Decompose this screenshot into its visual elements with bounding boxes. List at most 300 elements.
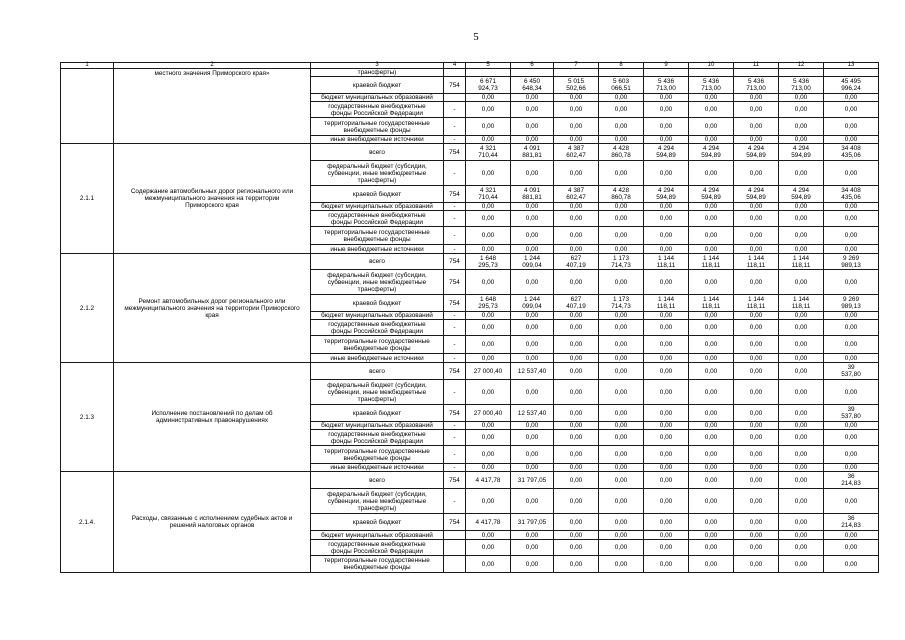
- value-cell: 0,00: [644, 118, 689, 136]
- value-cell: 0,00: [734, 136, 779, 144]
- value-cell: 0,00: [554, 161, 599, 186]
- value-cell: 0,00: [734, 405, 779, 422]
- value-cell: 0,00: [466, 540, 511, 556]
- value-cell: 0,00: [734, 161, 779, 186]
- value-cell: 0,00: [599, 489, 644, 514]
- value-cell: 0,00: [734, 540, 779, 556]
- value-cell: 6 671 924,73: [466, 77, 511, 94]
- funding-source-cell: федеральный бюджет (субсидии, субвенции, иные межбюджетные трансферты): [311, 161, 444, 186]
- value-cell: 0,00: [734, 489, 779, 514]
- value-cell: 0,00: [734, 270, 779, 295]
- code-cell: -: [444, 446, 466, 464]
- value-cell: 0,00: [644, 136, 689, 144]
- code-cell: -: [444, 464, 466, 472]
- value-cell: 0,00: [599, 363, 644, 380]
- value-cell: 0,00: [511, 203, 554, 211]
- value-cell: 0,00: [689, 489, 734, 514]
- code-cell: -: [444, 380, 466, 405]
- value-cell: 1 144 118,11: [644, 295, 689, 312]
- value-cell: 0,00: [824, 203, 879, 211]
- code-cell: -: [444, 245, 466, 254]
- value-cell: 1 648 295,73: [466, 254, 511, 270]
- value-cell: 0,00: [689, 556, 734, 573]
- value-cell: 0,00: [779, 102, 824, 118]
- value-cell: 0,00: [644, 354, 689, 363]
- value-cell: 0,00: [734, 227, 779, 245]
- value-cell: 4 294 594,89: [779, 144, 824, 161]
- value-cell: 12 537,40: [511, 363, 554, 380]
- funding-source-cell: бюджет муниципальных образований: [311, 312, 444, 320]
- value-cell: 0,00: [689, 380, 734, 405]
- value-cell: 0,00: [689, 312, 734, 320]
- value-cell: 0,00: [824, 354, 879, 363]
- item-name-cell: Содержание автомобильных дорог регионального или межмуниципального значения на территории Приморского края: [114, 144, 311, 254]
- value-cell: 6 450 648,34: [511, 77, 554, 94]
- value-cell: 0,00: [689, 136, 734, 144]
- value-cell: 0,00: [689, 203, 734, 211]
- funding-source-cell: государственные внебюджетные фонды Российской Федерации: [311, 211, 444, 227]
- code-cell: 754: [444, 77, 466, 94]
- value-cell: 0,00: [554, 556, 599, 573]
- value-cell: 1 173 714,73: [599, 254, 644, 270]
- code-cell: 754: [444, 363, 466, 380]
- item-number-cell: 2.1.3: [61, 363, 114, 472]
- code-cell: -: [444, 161, 466, 186]
- column-number-header: 2: [114, 63, 311, 69]
- value-cell: 0,00: [644, 363, 689, 380]
- value-cell: 4 428 860,78: [599, 186, 644, 203]
- value-cell: 34 408 435,06: [824, 186, 879, 203]
- funding-source-cell: трансферты): [311, 69, 444, 77]
- item-name-cell: Расходы, связанные с исполнением судебных актов и решений налоговых органов: [114, 472, 311, 573]
- value-cell: 0,00: [689, 464, 734, 472]
- code-cell: -: [444, 227, 466, 245]
- value-cell: 0,00: [734, 446, 779, 464]
- value-cell: 0,00: [779, 363, 824, 380]
- value-cell: 45 495 996,24: [824, 77, 879, 94]
- code-cell: [444, 69, 466, 77]
- value-cell: 0,00: [824, 489, 879, 514]
- funding-source-cell: федеральный бюджет (субсидии, субвенции, иные межбюджетные трансферты): [311, 270, 444, 295]
- value-cell: 0,00: [599, 354, 644, 363]
- value-cell: 0,00: [824, 464, 879, 472]
- code-cell: 754: [444, 270, 466, 295]
- value-cell: 0,00: [824, 102, 879, 118]
- value-cell: 0,00: [779, 118, 824, 136]
- item-name-cell: Ремонт автомобильных дорог регионального или межмуниципального значения на территории Приморского края: [114, 254, 311, 363]
- value-cell: 0,00: [779, 203, 824, 211]
- value-cell: 39 537,80: [824, 363, 879, 380]
- value-cell: 0,00: [554, 136, 599, 144]
- value-cell: 1 244 099,04: [511, 295, 554, 312]
- value-cell: 0,00: [734, 203, 779, 211]
- value-cell: 0,00: [644, 464, 689, 472]
- value-cell: 1 144 118,11: [779, 254, 824, 270]
- funding-source-cell: бюджет муниципальных образований: [311, 94, 444, 102]
- value-cell: 0,00: [511, 118, 554, 136]
- value-cell: 0,00: [599, 211, 644, 227]
- value-cell: [824, 69, 879, 77]
- value-cell: 1 244 099,04: [511, 254, 554, 270]
- value-cell: 0,00: [466, 336, 511, 354]
- value-cell: 0,00: [689, 540, 734, 556]
- column-number-header: 10: [689, 63, 734, 69]
- funding-source-cell: государственные внебюджетные фонды Российской Федерации: [311, 540, 444, 556]
- funding-source-cell: всего: [311, 144, 444, 161]
- value-cell: 4 417,78: [466, 472, 511, 489]
- value-cell: 0,00: [466, 94, 511, 102]
- value-cell: 0,00: [554, 380, 599, 405]
- code-cell: 754: [444, 514, 466, 531]
- value-cell: 0,00: [511, 102, 554, 118]
- table-row: [61, 363, 879, 380]
- funding-source-cell: краевой бюджет: [311, 295, 444, 312]
- value-cell: 4 321 710,44: [466, 186, 511, 203]
- funding-source-cell: государственные внебюджетные фонды Российской Федерации: [311, 320, 444, 336]
- value-cell: 4 387 602,47: [554, 186, 599, 203]
- value-cell: 0,00: [599, 227, 644, 245]
- value-cell: 0,00: [734, 245, 779, 254]
- value-cell: 0,00: [644, 489, 689, 514]
- value-cell: 0,00: [644, 102, 689, 118]
- value-cell: 0,00: [644, 211, 689, 227]
- value-cell: 0,00: [779, 430, 824, 446]
- value-cell: 5 603 066,51: [599, 77, 644, 94]
- value-cell: 0,00: [689, 430, 734, 446]
- value-cell: 0,00: [734, 380, 779, 405]
- value-cell: 0,00: [824, 94, 879, 102]
- value-cell: 0,00: [644, 422, 689, 430]
- value-cell: 0,00: [779, 472, 824, 489]
- value-cell: 0,00: [779, 556, 824, 573]
- value-cell: [779, 69, 824, 77]
- value-cell: 0,00: [644, 531, 689, 540]
- value-cell: 1 144 118,11: [644, 254, 689, 270]
- funding-source-cell: бюджет муниципальных образований: [311, 203, 444, 211]
- table-row: [61, 144, 879, 161]
- funding-source-cell: федеральный бюджет (субсидии, субвенции, иные межбюджетные трансферты): [311, 380, 444, 405]
- budget-table: [60, 62, 879, 573]
- value-cell: 4 321 710,44: [466, 144, 511, 161]
- value-cell: 0,00: [824, 556, 879, 573]
- value-cell: 0,00: [689, 531, 734, 540]
- value-cell: [599, 69, 644, 77]
- value-cell: [734, 69, 779, 77]
- value-cell: 0,00: [511, 422, 554, 430]
- value-cell: 0,00: [734, 430, 779, 446]
- value-cell: 0,00: [644, 203, 689, 211]
- value-cell: 0,00: [511, 270, 554, 295]
- value-cell: 0,00: [511, 94, 554, 102]
- value-cell: 0,00: [644, 380, 689, 405]
- value-cell: 0,00: [689, 354, 734, 363]
- value-cell: 4 294 594,89: [779, 186, 824, 203]
- funding-source-cell: территориальные государственные внебюджетные фонды: [311, 556, 444, 573]
- value-cell: 0,00: [779, 136, 824, 144]
- value-cell: 0,00: [824, 422, 879, 430]
- code-cell: [444, 531, 466, 540]
- value-cell: 31 797,05: [511, 514, 554, 531]
- code-cell: -: [444, 312, 466, 320]
- table-row: [61, 254, 879, 270]
- value-cell: 0,00: [466, 380, 511, 405]
- value-cell: 0,00: [466, 118, 511, 136]
- funding-source-cell: иные внебюджетные источники: [311, 464, 444, 472]
- value-cell: 0,00: [466, 203, 511, 211]
- value-cell: [689, 69, 734, 77]
- value-cell: 0,00: [824, 312, 879, 320]
- value-cell: 0,00: [466, 422, 511, 430]
- value-cell: 627 407,19: [554, 254, 599, 270]
- value-cell: 0,00: [779, 422, 824, 430]
- value-cell: 0,00: [689, 161, 734, 186]
- value-cell: 0,00: [599, 312, 644, 320]
- value-cell: 0,00: [599, 556, 644, 573]
- value-cell: 0,00: [554, 531, 599, 540]
- value-cell: 4 294 594,89: [734, 144, 779, 161]
- column-number-header: 7: [554, 63, 599, 69]
- value-cell: 0,00: [599, 446, 644, 464]
- value-cell: 0,00: [779, 227, 824, 245]
- value-cell: 0,00: [689, 118, 734, 136]
- code-cell: [444, 540, 466, 556]
- value-cell: 0,00: [734, 464, 779, 472]
- value-cell: 0,00: [689, 336, 734, 354]
- code-cell: -: [444, 118, 466, 136]
- value-cell: 0,00: [734, 211, 779, 227]
- value-cell: 0,00: [554, 446, 599, 464]
- value-cell: 0,00: [511, 245, 554, 254]
- value-cell: 0,00: [466, 430, 511, 446]
- code-cell: -: [444, 354, 466, 363]
- value-cell: 0,00: [554, 320, 599, 336]
- item-number-cell: 2.1.2: [61, 254, 114, 363]
- value-cell: 0,00: [554, 118, 599, 136]
- code-cell: [444, 94, 466, 102]
- code-cell: -: [444, 336, 466, 354]
- value-cell: 0,00: [599, 270, 644, 295]
- code-cell: 754: [444, 144, 466, 161]
- code-cell: -: [444, 102, 466, 118]
- value-cell: 0,00: [644, 270, 689, 295]
- value-cell: 0,00: [689, 211, 734, 227]
- value-cell: 0,00: [466, 211, 511, 227]
- value-cell: 0,00: [554, 270, 599, 295]
- value-cell: 0,00: [734, 422, 779, 430]
- funding-source-cell: федеральный бюджет (субсидии, субвенции, иные межбюджетные трансферты): [311, 489, 444, 514]
- value-cell: 0,00: [689, 472, 734, 489]
- funding-source-cell: всего: [311, 363, 444, 380]
- value-cell: 0,00: [599, 405, 644, 422]
- value-cell: 627 407,19: [554, 295, 599, 312]
- value-cell: 9 269 989,13: [824, 295, 879, 312]
- value-cell: 0,00: [644, 430, 689, 446]
- value-cell: 4 294 594,89: [689, 186, 734, 203]
- value-cell: 0,00: [779, 464, 824, 472]
- column-number-header: 4: [444, 63, 466, 69]
- value-cell: 0,00: [779, 514, 824, 531]
- value-cell: 0,00: [689, 94, 734, 102]
- value-cell: 0,00: [779, 161, 824, 186]
- value-cell: 0,00: [599, 464, 644, 472]
- code-cell: -: [444, 203, 466, 211]
- value-cell: 0,00: [466, 464, 511, 472]
- value-cell: 0,00: [554, 489, 599, 514]
- value-cell: 0,00: [779, 380, 824, 405]
- value-cell: 0,00: [644, 514, 689, 531]
- value-cell: 0,00: [734, 102, 779, 118]
- value-cell: 0,00: [466, 161, 511, 186]
- value-cell: 1 144 118,11: [779, 295, 824, 312]
- value-cell: [466, 69, 511, 77]
- value-cell: 0,00: [644, 405, 689, 422]
- value-cell: 0,00: [734, 320, 779, 336]
- value-cell: 0,00: [644, 540, 689, 556]
- value-cell: 0,00: [554, 464, 599, 472]
- value-cell: 0,00: [599, 118, 644, 136]
- value-cell: 0,00: [689, 363, 734, 380]
- item-number-cell: 2.1.1: [61, 144, 114, 254]
- value-cell: 0,00: [466, 227, 511, 245]
- item-number-cell: 2.1.4.: [61, 472, 114, 573]
- value-cell: 0,00: [824, 320, 879, 336]
- table-row: [61, 472, 879, 489]
- column-number-header: 8: [599, 63, 644, 69]
- value-cell: 0,00: [466, 556, 511, 573]
- code-cell: -: [444, 211, 466, 227]
- value-cell: 0,00: [689, 320, 734, 336]
- value-cell: 0,00: [466, 245, 511, 254]
- value-cell: 0,00: [824, 531, 879, 540]
- funding-source-cell: государственные внебюджетные фонды Российской Федерации: [311, 102, 444, 118]
- value-cell: 0,00: [599, 136, 644, 144]
- value-cell: 0,00: [511, 540, 554, 556]
- value-cell: 0,00: [779, 446, 824, 464]
- value-cell: 0,00: [554, 336, 599, 354]
- value-cell: [644, 69, 689, 77]
- value-cell: 0,00: [779, 211, 824, 227]
- value-cell: 0,00: [689, 227, 734, 245]
- code-cell: -: [444, 320, 466, 336]
- value-cell: 0,00: [734, 312, 779, 320]
- value-cell: 0,00: [779, 405, 824, 422]
- value-cell: 1 144 118,11: [734, 295, 779, 312]
- value-cell: 0,00: [734, 336, 779, 354]
- value-cell: 5 015 502,66: [554, 77, 599, 94]
- value-cell: 0,00: [689, 102, 734, 118]
- value-cell: 0,00: [599, 540, 644, 556]
- value-cell: 1 144 118,11: [689, 295, 734, 312]
- value-cell: 0,00: [511, 531, 554, 540]
- value-cell: 0,00: [734, 472, 779, 489]
- value-cell: 0,00: [511, 336, 554, 354]
- column-number-header: 1: [61, 63, 114, 69]
- value-cell: 5 436 713,00: [734, 77, 779, 94]
- value-cell: 0,00: [689, 514, 734, 531]
- value-cell: 0,00: [824, 245, 879, 254]
- value-cell: 0,00: [824, 136, 879, 144]
- value-cell: 31 797,05: [511, 472, 554, 489]
- value-cell: 5 436 713,00: [779, 77, 824, 94]
- value-cell: 0,00: [599, 531, 644, 540]
- page-number: 5: [473, 31, 479, 43]
- value-cell: 0,00: [779, 354, 824, 363]
- column-number-header: 5: [466, 63, 511, 69]
- value-cell: 0,00: [779, 245, 824, 254]
- value-cell: 0,00: [644, 446, 689, 464]
- item-number-cell: [61, 69, 114, 144]
- value-cell: 36 214,83: [824, 514, 879, 531]
- value-cell: 0,00: [599, 161, 644, 186]
- value-cell: 0,00: [779, 336, 824, 354]
- value-cell: 1 144 118,11: [734, 254, 779, 270]
- value-cell: 0,00: [824, 430, 879, 446]
- value-cell: 0,00: [734, 118, 779, 136]
- value-cell: [511, 69, 554, 77]
- value-cell: 0,00: [779, 270, 824, 295]
- value-cell: 0,00: [554, 354, 599, 363]
- code-cell: -: [444, 136, 466, 144]
- value-cell: 0,00: [511, 161, 554, 186]
- value-cell: 34 408 435,06: [824, 144, 879, 161]
- value-cell: 0,00: [779, 312, 824, 320]
- table-body: [61, 69, 879, 573]
- value-cell: 0,00: [554, 472, 599, 489]
- value-cell: 0,00: [554, 227, 599, 245]
- value-cell: 0,00: [554, 102, 599, 118]
- column-number-header: 6: [511, 63, 554, 69]
- funding-source-cell: краевой бюджет: [311, 77, 444, 94]
- value-cell: 0,00: [599, 203, 644, 211]
- value-cell: 0,00: [466, 446, 511, 464]
- value-cell: 0,00: [554, 430, 599, 446]
- column-number-header: 9: [644, 63, 689, 69]
- value-cell: 0,00: [599, 94, 644, 102]
- value-cell: 4 294 594,89: [689, 144, 734, 161]
- code-cell: 754: [444, 295, 466, 312]
- funding-source-cell: территориальные государственные внебюджетные фонды: [311, 118, 444, 136]
- value-cell: 0,00: [644, 94, 689, 102]
- funding-source-cell: бюджет муниципальных образований: [311, 531, 444, 540]
- value-cell: 0,00: [599, 102, 644, 118]
- code-cell: 754: [444, 472, 466, 489]
- value-cell: 1 144 118,11: [689, 254, 734, 270]
- value-cell: 0,00: [779, 489, 824, 514]
- value-cell: 0,00: [779, 94, 824, 102]
- value-cell: 4 294 594,89: [644, 144, 689, 161]
- value-cell: 0,00: [554, 245, 599, 254]
- value-cell: 0,00: [644, 320, 689, 336]
- value-cell: 0,00: [824, 336, 879, 354]
- value-cell: 0,00: [644, 245, 689, 254]
- code-cell: [444, 556, 466, 573]
- value-cell: 36 214,83: [824, 472, 879, 489]
- value-cell: 0,00: [644, 556, 689, 573]
- value-cell: 0,00: [734, 514, 779, 531]
- value-cell: 0,00: [511, 136, 554, 144]
- value-cell: 0,00: [599, 380, 644, 405]
- value-cell: 4 091 881,81: [511, 144, 554, 161]
- value-cell: 0,00: [511, 489, 554, 514]
- value-cell: 0,00: [824, 380, 879, 405]
- value-cell: 4 091 881,81: [511, 186, 554, 203]
- value-cell: 0,00: [824, 161, 879, 186]
- value-cell: 0,00: [511, 312, 554, 320]
- value-cell: 4 387 602,47: [554, 144, 599, 161]
- value-cell: 0,00: [644, 227, 689, 245]
- value-cell: 0,00: [779, 320, 824, 336]
- value-cell: 0,00: [554, 94, 599, 102]
